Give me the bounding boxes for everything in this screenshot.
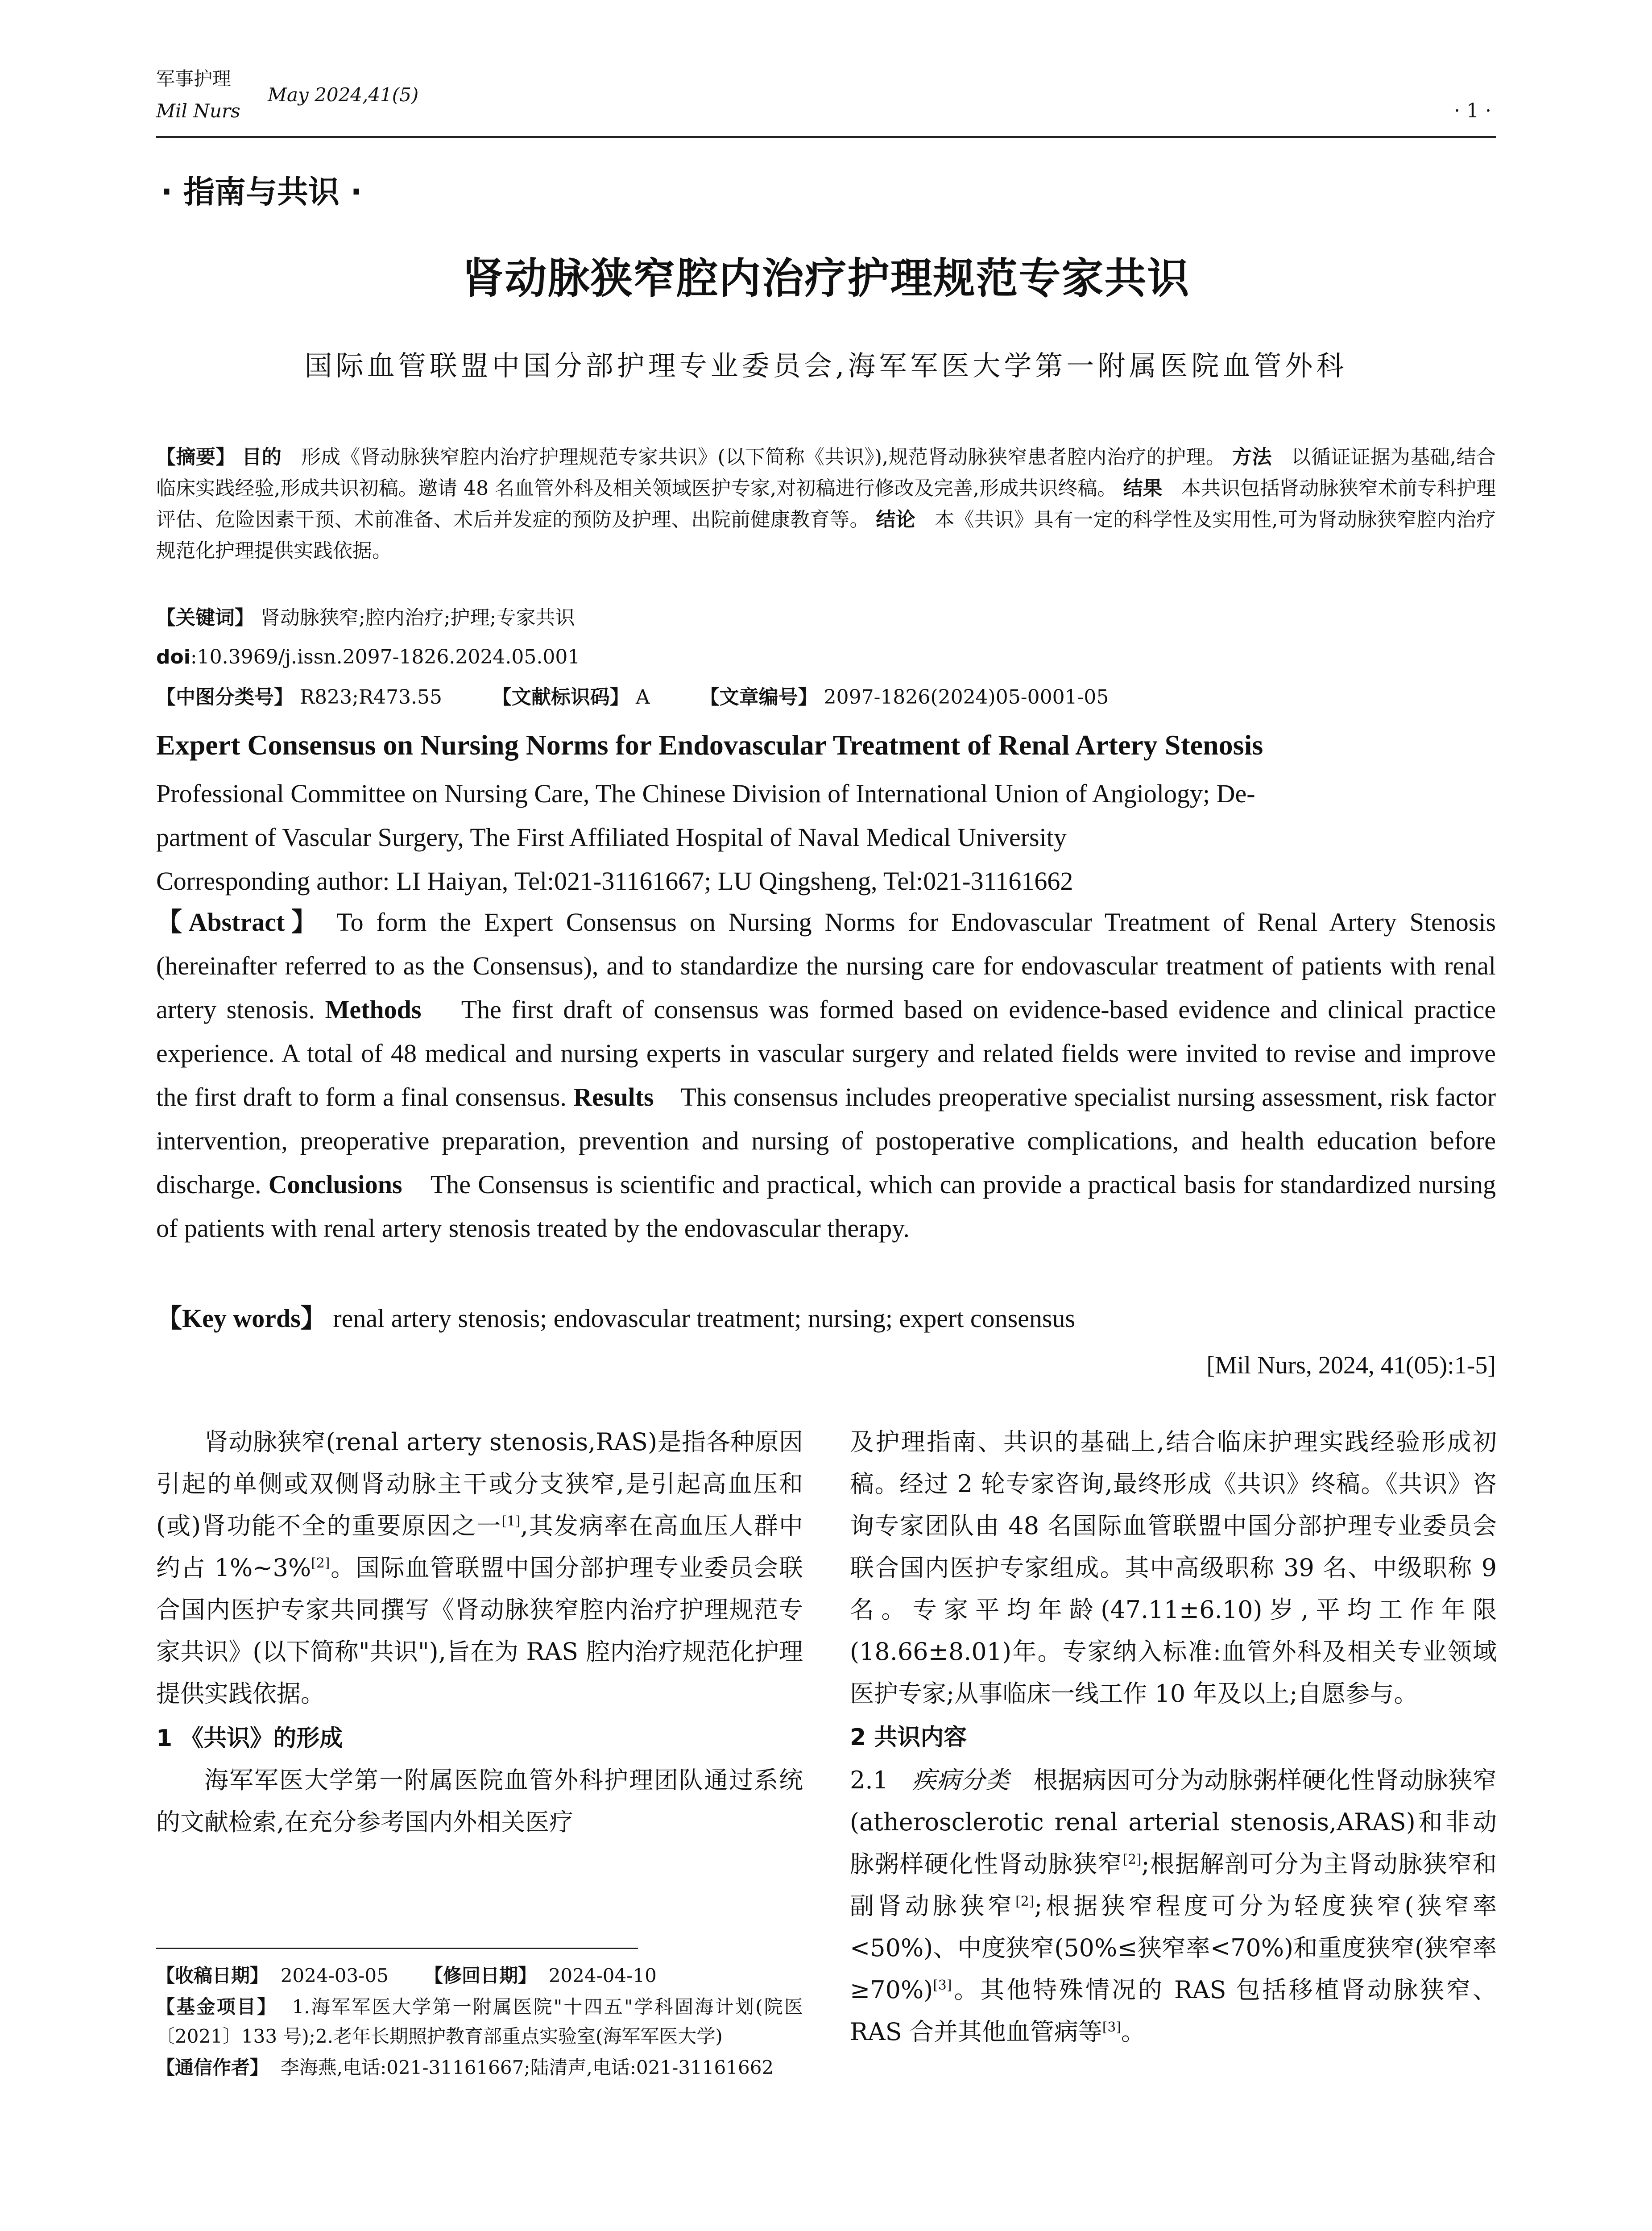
- intro-text-a: 肾动脉狭窄(renal artery stenosis,RAS)是指各种原因引起的单侧或双侧肾动脉主干或分支狭窄,是引起高血压和(或)肾功能不全的重要原因之一: [156, 1428, 803, 1540]
- section-2-1-title: 疾病分类: [912, 1766, 1010, 1794]
- classification-line: [156, 682, 1496, 713]
- methods-label: 方法: [1232, 446, 1272, 469]
- revised-date: 2024-04-10: [548, 1965, 657, 1986]
- english-keywords-label: 【Key words】: [156, 1304, 327, 1333]
- issue-info: May 2024,41(5): [268, 84, 419, 106]
- keywords-label: 【关键词】: [156, 606, 254, 629]
- section-2-1-text-d: 。其他特殊情况的 RAS 包括移植肾动脉狭窄、RAS 合并其他血管病等: [850, 1976, 1497, 2046]
- doc-code-value: A: [635, 686, 650, 709]
- conclusion-text: 本《共识》具有一定的科学性及实用性,可为肾动脉狭窄腔内治疗规范化护理提供实践依据。: [156, 508, 1496, 562]
- doc-code-label: 【文献标识码】: [492, 686, 629, 709]
- body-right-column: [850, 1421, 1497, 2053]
- results-text: 本共识包括肾动脉狭窄术前专科护理评估、危险因素干预、术前准备、术后并发症的预防及护理、出院前健康教育等。: [156, 477, 1496, 531]
- fund-line: [156, 1992, 803, 2051]
- purpose-text: 形成《肾动脉狭窄腔内治疗护理规范专家共识》(以下简称《共识》),规范肾动脉狭窄患者腔内治疗的护理。: [301, 446, 1226, 469]
- reference-3[interactable]: [3]: [933, 1978, 952, 1993]
- section-1-heading: 1 《共识》的形成: [156, 1725, 343, 1752]
- correspondence-text: 李海燕,电话:021-31161667;陆清声,电话:021-31161662: [280, 2057, 774, 2078]
- body-left-column: [156, 1421, 803, 1843]
- keywords-cn: [156, 602, 1496, 634]
- section-1-paragraph: 海军军医大学第一附属医院血管外科护理团队通过系统的文献检索,在充分参考国内外相关医疗: [156, 1766, 803, 1836]
- clc-value: R823;R473.55: [300, 686, 443, 709]
- english-authors: [156, 772, 1496, 903]
- received-label: 【收稿日期】: [156, 1965, 269, 1986]
- keywords-text: 肾动脉狭窄;腔内治疗;护理;专家共识: [261, 606, 575, 629]
- intro-text-b: ,其发病率在高血压人群中约占 1%~3%: [156, 1512, 803, 1582]
- revised-label: 【修回日期】: [424, 1965, 537, 1986]
- english-conclusions-label: Conclusions: [268, 1170, 402, 1199]
- reference-2b[interactable]: [2]: [1122, 1852, 1142, 1867]
- english-authors-line1: Professional Committee on Nursing Care, The Chinese Division of International Union of Angiology; De-: [156, 779, 1255, 808]
- english-abstract-label: 【Abstract】: [156, 908, 324, 937]
- english-conclusions-text: The Consensus is scientific and practical, which can provide a practical basis for standardized nursing of patients with renal artery stenosis treated by the endovascular therapy.: [156, 1170, 1496, 1243]
- conclusion-label: 结论: [876, 508, 916, 531]
- english-methods-label: Methods: [325, 995, 422, 1024]
- english-methods-text: The first draft of consensus was formed based on evidence-based evidence and clinical practice experience. A total of 48 medical and nursing experts in vascular surgery and related fields were invited to revise and improve the first draft to form a final consensus.: [156, 995, 1496, 1111]
- english-keywords: [156, 1297, 1496, 1340]
- reference-2[interactable]: [2]: [311, 1555, 330, 1571]
- journal-abbreviation: Mil Nurs: [156, 100, 240, 122]
- section-2-1-text-b: ;根据解剖可分为主肾动脉狭窄和副肾动脉狭窄: [850, 1850, 1497, 1920]
- section-2-1-paragraph: [850, 1759, 1497, 2053]
- english-results-text: This consensus includes preoperative specialist nursing assessment, risk factor intervention, preoperative preparation, prevention and nursing of postoperative complications, and health education before discharge.: [156, 1082, 1496, 1199]
- page-title: 肾动脉狭窄腔内治疗护理规范专家共识: [462, 254, 1190, 303]
- footnotes: [156, 1961, 803, 2084]
- dates-line: [156, 1961, 803, 1990]
- journal-name: 军事护理: [156, 68, 232, 90]
- fund-text: 1.海军军医大学第一附属医院"十四五"学科固海计划(院医〔2021〕133 号);2.老年长期照护教育部重点实验室(海军军医大学): [156, 1996, 803, 2047]
- english-abstract: [156, 900, 1496, 1250]
- results-label: 结果: [1123, 477, 1163, 500]
- column-label: · 指南与共识 ·: [161, 174, 362, 210]
- article-number-label: 【文章编号】: [700, 686, 818, 709]
- section-2-1-text-a: 根据病因可分为动脉粥样硬化性肾动脉狭窄(atherosclerotic renal arterial stenosis,ARAS)和非动脉粥样硬化性肾动脉狭窄: [850, 1766, 1497, 1878]
- fund-label: 【基金项目】: [156, 1996, 277, 2018]
- english-results-label: Results: [573, 1082, 654, 1111]
- received-date: 2024-03-05: [280, 1965, 389, 1986]
- english-keywords-text: renal artery stenosis; endovascular treatment; nursing; expert consensus: [333, 1304, 1076, 1333]
- section-2-1-text-c: ;根据狭窄程度可分为轻度狭窄(狭窄率<50%)、中度狭窄(50%≤狭窄率<70%)和重度狭窄(狭窄率≥70%): [850, 1892, 1497, 2004]
- page-number: · 1 ·: [1454, 100, 1491, 122]
- purpose-label: 目的: [242, 446, 282, 469]
- citation: [Mil Nurs, 2024, 41(05):1-5]: [1206, 1352, 1496, 1379]
- correspondence-label: 【通信作者】: [156, 2057, 269, 2078]
- abstract-cn: [156, 442, 1496, 567]
- english-abstract-purpose: To form the Expert Consensus on Nursing Norms for Endovascular Treatment of Renal Artery Stenosis (hereinafter referred to as the Consensus), and to standardize the nursing care for endovascular treatment of patients with renal artery stenosis.: [156, 908, 1496, 1024]
- section-2-heading: 2 共识内容: [850, 1724, 967, 1751]
- abstract-label: 【摘要】: [156, 446, 236, 469]
- header-rule: [156, 136, 1496, 138]
- authors: 国际血管联盟中国分部护理专业委员会,海军军医大学第一附属医院血管外科: [304, 349, 1348, 382]
- correspondence-line: [156, 2053, 803, 2082]
- reference-3b[interactable]: [3]: [1102, 2020, 1121, 2035]
- clc-label: 【中图分类号】: [156, 686, 294, 709]
- english-title: Expert Consensus on Nursing Norms for Endovascular Treatment of Renal Artery Stenosis: [156, 729, 1263, 761]
- article-number-value: 2097-1826(2024)05-0001-05: [824, 686, 1109, 709]
- english-authors-line2: partment of Vascular Surgery, The First Affiliated Hospital of Naval Medical University: [156, 823, 1067, 852]
- section-2-1-text-e: 。: [1121, 2018, 1145, 2046]
- methods-text: 以循证证据为基础,结合临床实践经验,形成共识初稿。邀请 48 名血管外科及相关领域医护专家,对初稿进行修改及完善,形成共识终稿。: [156, 446, 1496, 500]
- doi-line: [156, 642, 1496, 673]
- corresponding-author: Corresponding author: LI Haiyan, Tel:021-31161667; LU Qingsheng, Tel:021-31161662: [156, 867, 1073, 896]
- doi-text: :10.3969/j.issn.2097-1826.2024.05.001: [190, 646, 580, 668]
- reference-2c[interactable]: [2]: [1015, 1894, 1035, 1909]
- reference-1[interactable]: [1]: [501, 1514, 521, 1529]
- intro-text-c: 。国际血管联盟中国分部护理专业委员会联合国内医护专家共同撰写《肾动脉狭窄腔内治疗护理规范专家共识》(以下简称"共识"),旨在为 RAS 腔内治疗规范化护理提供实践依据。: [156, 1554, 803, 1708]
- footnote-rule: [156, 1948, 638, 1949]
- section-2-1-number: 2.1: [850, 1766, 888, 1794]
- right-paragraph-1: 及护理指南、共识的基础上,结合临床护理实践经验形成初稿。经过 2 轮专家咨询,最终形成《共识》终稿。《共识》咨询专家团队由 48 名国际血管联盟中国分部护理专业委员会联合国内医护专家组成。其中高级职称 39 名、中级职称 9 名。专家平均年龄(47.11±6.10)岁,平均工作年限(18.66±8.01)年。专家纳入标准:血管外科及相关专业领域医护专家;从事临床一线工作 10 年及以上;自愿参与。: [850, 1428, 1497, 1708]
- intro-paragraph: [156, 1421, 803, 1715]
- doi-label: doi: [156, 646, 190, 668]
